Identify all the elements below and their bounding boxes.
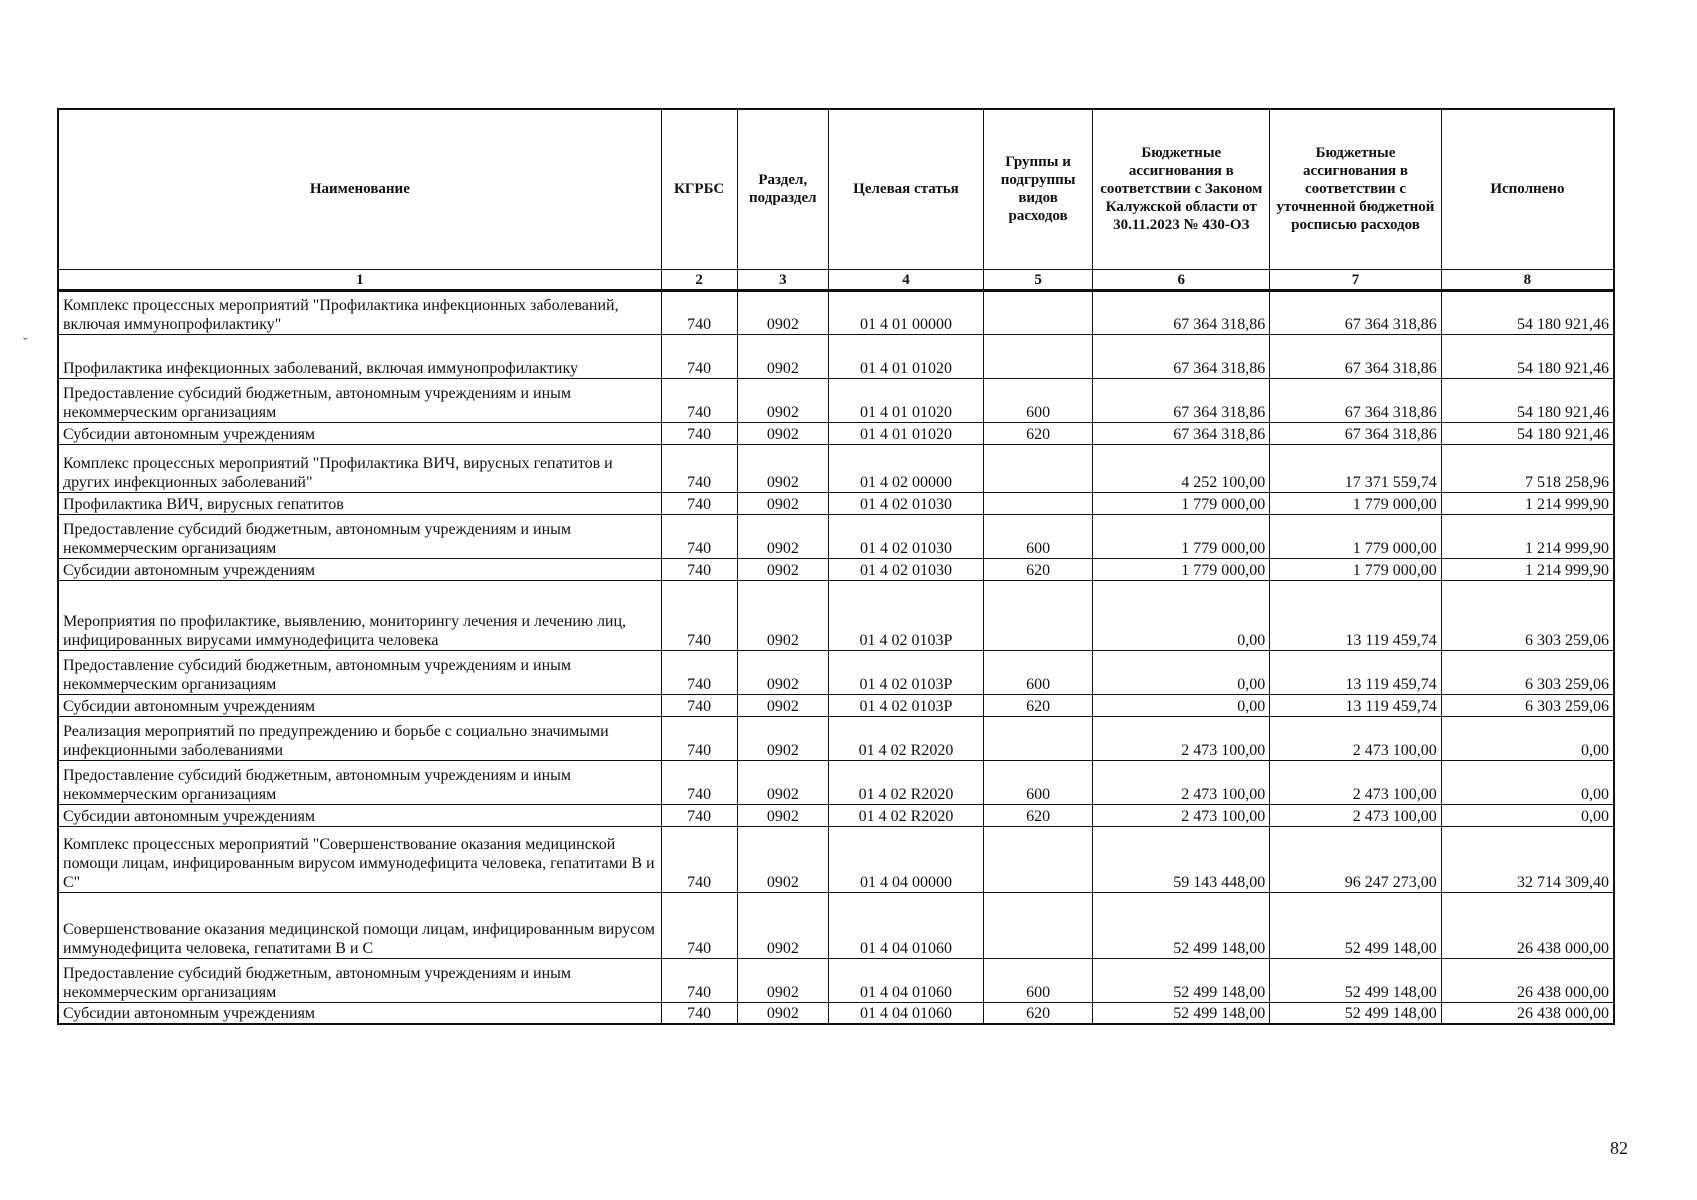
- row-executed-amount: 1 214 999,90: [1441, 514, 1614, 558]
- row-law-amount: 0,00: [1093, 650, 1270, 694]
- row-kgrbs: 740: [661, 716, 737, 760]
- table-row: [58, 760, 1614, 804]
- page-number: 82: [1610, 1138, 1628, 1158]
- row-kgrbs: 740: [661, 514, 737, 558]
- row-name: Совершенствование оказания медицинской помощи лицам, инфицированным вирусом иммунодефицита человека, гепатитами В и С: [58, 892, 661, 958]
- header-executed: Исполнено: [1441, 109, 1614, 269]
- row-group: 600: [983, 958, 1092, 1002]
- row-section: 0902: [737, 558, 829, 580]
- row-law-amount: 1 779 000,00: [1093, 492, 1270, 514]
- row-refined-amount: 1 779 000,00: [1270, 492, 1442, 514]
- row-refined-amount: 1 779 000,00: [1270, 514, 1442, 558]
- row-law-amount: 67 364 318,86: [1093, 334, 1270, 378]
- row-group: [983, 334, 1092, 378]
- row-group: 600: [983, 514, 1092, 558]
- row-target: 01 4 04 00000: [829, 826, 984, 892]
- row-kgrbs: 740: [661, 650, 737, 694]
- row-target: 01 4 02 0103Р: [829, 650, 984, 694]
- column-number: 8: [1441, 269, 1614, 290]
- row-executed-amount: 26 438 000,00: [1441, 1002, 1614, 1024]
- row-target: 01 4 04 01060: [829, 892, 984, 958]
- row-executed-amount: 0,00: [1441, 716, 1614, 760]
- header-name: Наименование: [58, 109, 661, 269]
- row-section: 0902: [737, 760, 829, 804]
- row-group: 620: [983, 558, 1092, 580]
- row-refined-amount: 67 364 318,86: [1270, 290, 1442, 334]
- row-kgrbs: 740: [661, 422, 737, 444]
- row-target: 01 4 01 01020: [829, 378, 984, 422]
- header-refined: Бюджетные ассигнования в соответствии с уточненной бюджетной росписью расходов: [1270, 109, 1442, 269]
- row-group: 620: [983, 1002, 1092, 1024]
- row-name: Предоставление субсидий бюджетным, автономным учреждениям и иным некоммерческим организациям: [58, 958, 661, 1002]
- row-group: [983, 290, 1092, 334]
- row-executed-amount: 1 214 999,90: [1441, 558, 1614, 580]
- row-kgrbs: 740: [661, 492, 737, 514]
- row-refined-amount: 96 247 273,00: [1270, 826, 1442, 892]
- row-target: 01 4 04 01060: [829, 1002, 984, 1024]
- column-number: 5: [983, 269, 1092, 290]
- row-kgrbs: 740: [661, 892, 737, 958]
- row-group: [983, 444, 1092, 492]
- row-law-amount: 0,00: [1093, 580, 1270, 650]
- row-law-amount: 1 779 000,00: [1093, 558, 1270, 580]
- row-executed-amount: 0,00: [1441, 804, 1614, 826]
- row-name: Предоставление субсидий бюджетным, автономным учреждениям и иным некоммерческим организациям: [58, 514, 661, 558]
- row-kgrbs: 740: [661, 1002, 737, 1024]
- row-law-amount: 67 364 318,86: [1093, 378, 1270, 422]
- row-name: Субсидии автономным учреждениям: [58, 422, 661, 444]
- row-law-amount: 2 473 100,00: [1093, 760, 1270, 804]
- row-executed-amount: 6 303 259,06: [1441, 650, 1614, 694]
- row-target: 01 4 02 0103Р: [829, 580, 984, 650]
- row-law-amount: 59 143 448,00: [1093, 826, 1270, 892]
- row-target: 01 4 01 01020: [829, 422, 984, 444]
- row-executed-amount: 1 214 999,90: [1441, 492, 1614, 514]
- row-section: 0902: [737, 892, 829, 958]
- row-target: 01 4 02 R2020: [829, 716, 984, 760]
- table-row: [58, 492, 1614, 514]
- row-executed-amount: 54 180 921,46: [1441, 378, 1614, 422]
- row-group: [983, 492, 1092, 514]
- row-executed-amount: 6 303 259,06: [1441, 694, 1614, 716]
- row-kgrbs: 740: [661, 290, 737, 334]
- row-group: 620: [983, 422, 1092, 444]
- row-section: 0902: [737, 804, 829, 826]
- column-number: 6: [1093, 269, 1270, 290]
- row-name: Предоставление субсидий бюджетным, автономным учреждениям и иным некоммерческим организациям: [58, 650, 661, 694]
- table-row: [58, 334, 1614, 378]
- row-section: 0902: [737, 958, 829, 1002]
- row-kgrbs: 740: [661, 580, 737, 650]
- row-target: 01 4 02 01030: [829, 492, 984, 514]
- row-law-amount: 67 364 318,86: [1093, 290, 1270, 334]
- row-refined-amount: 13 119 459,74: [1270, 580, 1442, 650]
- column-number: 7: [1270, 269, 1442, 290]
- row-executed-amount: 32 714 309,40: [1441, 826, 1614, 892]
- row-kgrbs: 740: [661, 444, 737, 492]
- row-target: 01 4 01 01020: [829, 334, 984, 378]
- row-refined-amount: 67 364 318,86: [1270, 378, 1442, 422]
- column-number: 2: [661, 269, 737, 290]
- table-row: [58, 514, 1614, 558]
- row-name: Субсидии автономным учреждениям: [58, 694, 661, 716]
- row-name: Профилактика инфекционных заболеваний, включая иммунопрофилактику: [58, 334, 661, 378]
- row-name: Комплекс процессных мероприятий "Профилактика инфекционных заболеваний, включая иммунопрофилактику": [58, 290, 661, 334]
- row-law-amount: 52 499 148,00: [1093, 892, 1270, 958]
- row-group: [983, 826, 1092, 892]
- row-name: Субсидии автономным учреждениям: [58, 804, 661, 826]
- row-section: 0902: [737, 650, 829, 694]
- column-number: 3: [737, 269, 829, 290]
- row-refined-amount: 17 371 559,74: [1270, 444, 1442, 492]
- row-section: 0902: [737, 422, 829, 444]
- row-refined-amount: 13 119 459,74: [1270, 694, 1442, 716]
- row-target: 01 4 02 01030: [829, 514, 984, 558]
- table-row: [58, 716, 1614, 760]
- row-name: Комплекс процессных мероприятий "Совершенствование оказания медицинской помощи лицам, инфицированным вирусом иммунодефицита человека, гепатитами В и С": [58, 826, 661, 892]
- row-law-amount: 2 473 100,00: [1093, 716, 1270, 760]
- row-law-amount: 52 499 148,00: [1093, 958, 1270, 1002]
- row-refined-amount: 52 499 148,00: [1270, 892, 1442, 958]
- row-refined-amount: 67 364 318,86: [1270, 334, 1442, 378]
- row-refined-amount: 67 364 318,86: [1270, 422, 1442, 444]
- row-kgrbs: 740: [661, 804, 737, 826]
- row-refined-amount: 13 119 459,74: [1270, 650, 1442, 694]
- table-row: [58, 1002, 1614, 1024]
- column-number-row: [58, 269, 1614, 290]
- row-name: Предоставление субсидий бюджетным, автономным учреждениям и иным некоммерческим организациям: [58, 760, 661, 804]
- row-refined-amount: 1 779 000,00: [1270, 558, 1442, 580]
- row-refined-amount: 2 473 100,00: [1270, 804, 1442, 826]
- header-target: Целевая статья: [829, 109, 984, 269]
- row-executed-amount: 0,00: [1441, 760, 1614, 804]
- column-number: 1: [58, 269, 661, 290]
- row-section: 0902: [737, 1002, 829, 1024]
- row-law-amount: 52 499 148,00: [1093, 1002, 1270, 1024]
- row-group: 600: [983, 378, 1092, 422]
- table-row: [58, 378, 1614, 422]
- row-name: Мероприятия по профилактике, выявлению, мониторингу лечения и лечению лиц, инфицированных вирусами иммунодефицита человека: [58, 580, 661, 650]
- row-section: 0902: [737, 716, 829, 760]
- row-group: [983, 892, 1092, 958]
- table-row: [58, 892, 1614, 958]
- margin-mark: ˇ: [23, 336, 28, 351]
- row-name: Комплекс процессных мероприятий "Профилактика ВИЧ, вирусных гепатитов и других инфекционных заболеваний": [58, 444, 661, 492]
- row-section: 0902: [737, 514, 829, 558]
- row-law-amount: 1 779 000,00: [1093, 514, 1270, 558]
- table-row: [58, 558, 1614, 580]
- row-section: 0902: [737, 334, 829, 378]
- row-target: 01 4 01 00000: [829, 290, 984, 334]
- row-executed-amount: 6 303 259,06: [1441, 580, 1614, 650]
- row-kgrbs: 740: [661, 694, 737, 716]
- table-row: [58, 694, 1614, 716]
- row-section: 0902: [737, 826, 829, 892]
- header-group: Группы и подгруппы видов расходов: [983, 109, 1092, 269]
- table-row: [58, 804, 1614, 826]
- row-executed-amount: 26 438 000,00: [1441, 892, 1614, 958]
- row-section: 0902: [737, 290, 829, 334]
- header-row: [58, 109, 1614, 269]
- row-name: Субсидии автономным учреждениям: [58, 558, 661, 580]
- budget-table: [57, 108, 1615, 1025]
- table-row: [58, 290, 1614, 334]
- row-kgrbs: 740: [661, 826, 737, 892]
- row-law-amount: 67 364 318,86: [1093, 422, 1270, 444]
- row-executed-amount: 54 180 921,46: [1441, 334, 1614, 378]
- row-target: 01 4 02 R2020: [829, 760, 984, 804]
- table-body: [58, 290, 1614, 1024]
- row-kgrbs: 740: [661, 958, 737, 1002]
- row-target: 01 4 02 00000: [829, 444, 984, 492]
- row-group: 600: [983, 650, 1092, 694]
- row-name: Субсидии автономным учреждениям: [58, 1002, 661, 1024]
- row-kgrbs: 740: [661, 760, 737, 804]
- header-section: Раздел, подраздел: [737, 109, 829, 269]
- row-section: 0902: [737, 444, 829, 492]
- row-refined-amount: 2 473 100,00: [1270, 716, 1442, 760]
- row-section: 0902: [737, 694, 829, 716]
- row-section: 0902: [737, 378, 829, 422]
- row-target: 01 4 02 R2020: [829, 804, 984, 826]
- row-group: 620: [983, 694, 1092, 716]
- row-refined-amount: 52 499 148,00: [1270, 1002, 1442, 1024]
- row-group: [983, 716, 1092, 760]
- row-executed-amount: 7 518 258,96: [1441, 444, 1614, 492]
- table-row: [58, 826, 1614, 892]
- row-kgrbs: 740: [661, 378, 737, 422]
- row-executed-amount: 26 438 000,00: [1441, 958, 1614, 1002]
- row-name: Реализация мероприятий по предупреждению и борьбе с социально значимыми инфекционными заболеваниями: [58, 716, 661, 760]
- header-law: Бюджетные ассигнования в соответствии с Законом Калужской области от 30.11.2023 № 430-ОЗ: [1093, 109, 1270, 269]
- row-law-amount: 4 252 100,00: [1093, 444, 1270, 492]
- row-target: 01 4 04 01060: [829, 958, 984, 1002]
- row-executed-amount: 54 180 921,46: [1441, 290, 1614, 334]
- row-group: 620: [983, 804, 1092, 826]
- row-target: 01 4 02 0103Р: [829, 694, 984, 716]
- table-row: [58, 444, 1614, 492]
- row-refined-amount: 2 473 100,00: [1270, 760, 1442, 804]
- row-law-amount: 0,00: [1093, 694, 1270, 716]
- table-row: [58, 422, 1614, 444]
- row-refined-amount: 52 499 148,00: [1270, 958, 1442, 1002]
- table-row: [58, 650, 1614, 694]
- table-row: [58, 580, 1614, 650]
- header-kgrbs: КГРБС: [661, 109, 737, 269]
- table-row: [58, 958, 1614, 1002]
- row-kgrbs: 740: [661, 334, 737, 378]
- row-law-amount: 2 473 100,00: [1093, 804, 1270, 826]
- column-number: 4: [829, 269, 984, 290]
- row-section: 0902: [737, 580, 829, 650]
- row-section: 0902: [737, 492, 829, 514]
- row-executed-amount: 54 180 921,46: [1441, 422, 1614, 444]
- row-group: 600: [983, 760, 1092, 804]
- row-name: Предоставление субсидий бюджетным, автономным учреждениям и иным некоммерческим организациям: [58, 378, 661, 422]
- row-target: 01 4 02 01030: [829, 558, 984, 580]
- row-group: [983, 580, 1092, 650]
- row-kgrbs: 740: [661, 558, 737, 580]
- row-name: Профилактика ВИЧ, вирусных гепатитов: [58, 492, 661, 514]
